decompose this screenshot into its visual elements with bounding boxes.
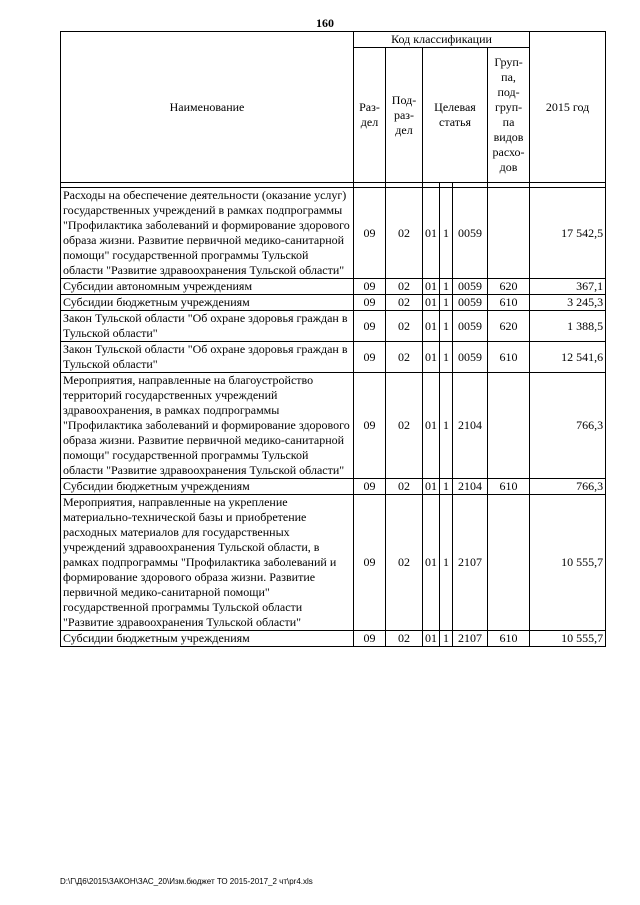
row-amount-2015: 367,1 [530,279,606,295]
row-target-direction: 0059 [453,188,488,279]
row-name: Мероприятия, направленные на укрепление материально-технической базы и приобретение расходных материалов для государственных учреждений здравоохранения Тульской области, в рамках подпрограммы "Профилактика заболеваний и формирование здорового образа жизни. Развитие первичной медико-санитарной помощи" государственной программы Тульской области "Развитие здравоохранения Тульской области" [61,495,354,631]
row-target-program: 01 [423,373,440,479]
row-target-direction: 2104 [453,373,488,479]
row-expense-type: 620 [488,279,530,295]
row-podrazdel: 02 [386,311,423,342]
header-row-top [61,32,606,48]
row-razdel: 09 [354,188,386,279]
row-target-program: 01 [423,495,440,631]
budget-table [60,31,606,647]
header-year: 2015 год [530,32,606,183]
row-name: Субсидии автономным учреждениям [61,279,354,295]
row-name: Закон Тульской области "Об охране здоровья граждан в Тульской области" [61,311,354,342]
row-target-program: 01 [423,631,440,647]
row-expense-type: 610 [488,631,530,647]
row-target-program: 01 [423,342,440,373]
row-target-subprogram: 1 [440,279,453,295]
table-row [61,479,606,495]
header-code: Код классификации [354,32,530,48]
row-podrazdel: 02 [386,295,423,311]
row-razdel: 09 [354,373,386,479]
row-expense-type: 610 [488,342,530,373]
row-expense-type: 620 [488,311,530,342]
row-amount-2015: 12 541,6 [530,342,606,373]
row-podrazdel: 02 [386,373,423,479]
row-name: Субсидии бюджетным учреждениям [61,295,354,311]
row-target-subprogram: 1 [440,311,453,342]
row-expense-type [488,373,530,479]
row-target-direction: 0059 [453,295,488,311]
row-razdel: 09 [354,342,386,373]
row-target-subprogram: 1 [440,373,453,479]
row-target-subprogram: 1 [440,631,453,647]
row-amount-2015: 10 555,7 [530,631,606,647]
row-podrazdel: 02 [386,342,423,373]
table-row [61,311,606,342]
row-amount-2015: 766,3 [530,373,606,479]
table-row [61,295,606,311]
header-podrazdel: Под- раз- дел [386,48,423,183]
row-expense-type [488,495,530,631]
row-amount-2015: 10 555,7 [530,495,606,631]
row-razdel: 09 [354,479,386,495]
row-target-direction: 2107 [453,495,488,631]
table-row [61,495,606,631]
file-path-footer: D:\Г\Д6\2015\ЗАКОН\ЗАС_20\Изм.бюджет ТО 2015-2017_2 чт\pr4.xls [60,877,313,886]
header-razdel: Раз- дел [354,48,386,183]
row-name: Расходы на обеспечение деятельности (оказание услуг) государственных учреждений в рамках подпрограммы "Профилактика заболеваний и формирование здорового образа жизни. Развитие первичной медико-санитарной помощи" государственной программы Тульской области "Развитие здравоохранения Тульской области" [61,188,354,279]
table-body [61,188,606,647]
row-amount-2015: 1 388,5 [530,311,606,342]
header-tselevaya: Целевая статья [423,48,488,183]
row-target-subprogram: 1 [440,479,453,495]
row-name: Закон Тульской области "Об охране здоровья граждан в Тульской области" [61,342,354,373]
row-target-program: 01 [423,311,440,342]
header-gruppa: Груп- па, под- груп- па видов расхо- дов [488,48,530,183]
row-razdel: 09 [354,295,386,311]
table-row [61,631,606,647]
page-number: 160 [316,16,334,30]
row-target-direction: 0059 [453,311,488,342]
row-target-subprogram: 1 [440,295,453,311]
row-target-subprogram: 1 [440,342,453,373]
row-razdel: 09 [354,631,386,647]
table-row [61,373,606,479]
row-podrazdel: 02 [386,631,423,647]
table-row [61,279,606,295]
row-target-program: 01 [423,479,440,495]
row-podrazdel: 02 [386,188,423,279]
row-amount-2015: 3 245,3 [530,295,606,311]
row-podrazdel: 02 [386,479,423,495]
row-razdel: 09 [354,279,386,295]
row-target-direction: 2104 [453,479,488,495]
header-name: Наименование [61,32,354,183]
table-row [61,342,606,373]
row-podrazdel: 02 [386,495,423,631]
row-razdel: 09 [354,495,386,631]
row-name: Субсидии бюджетным учреждениям [61,479,354,495]
row-expense-type: 610 [488,295,530,311]
row-razdel: 09 [354,311,386,342]
row-podrazdel: 02 [386,279,423,295]
table-row [61,188,606,279]
row-target-program: 01 [423,295,440,311]
row-target-direction: 2107 [453,631,488,647]
row-target-direction: 0059 [453,279,488,295]
row-target-program: 01 [423,188,440,279]
row-expense-type [488,188,530,279]
row-amount-2015: 766,3 [530,479,606,495]
row-name: Субсидии бюджетным учреждениям [61,631,354,647]
row-target-program: 01 [423,279,440,295]
row-amount-2015: 17 542,5 [530,188,606,279]
row-target-direction: 0059 [453,342,488,373]
row-expense-type: 610 [488,479,530,495]
row-name: Мероприятия, направленные на благоустройство территорий государственных учреждений здравоохранения, в рамках подпрограммы "Профилактика заболеваний и формирование здорового образа жизни. Развитие первичной медико-санитарной помощи" государственной программы Тульской области "Развитие здравоохранения Тульской области" [61,373,354,479]
row-target-subprogram: 1 [440,188,453,279]
row-target-subprogram: 1 [440,495,453,631]
